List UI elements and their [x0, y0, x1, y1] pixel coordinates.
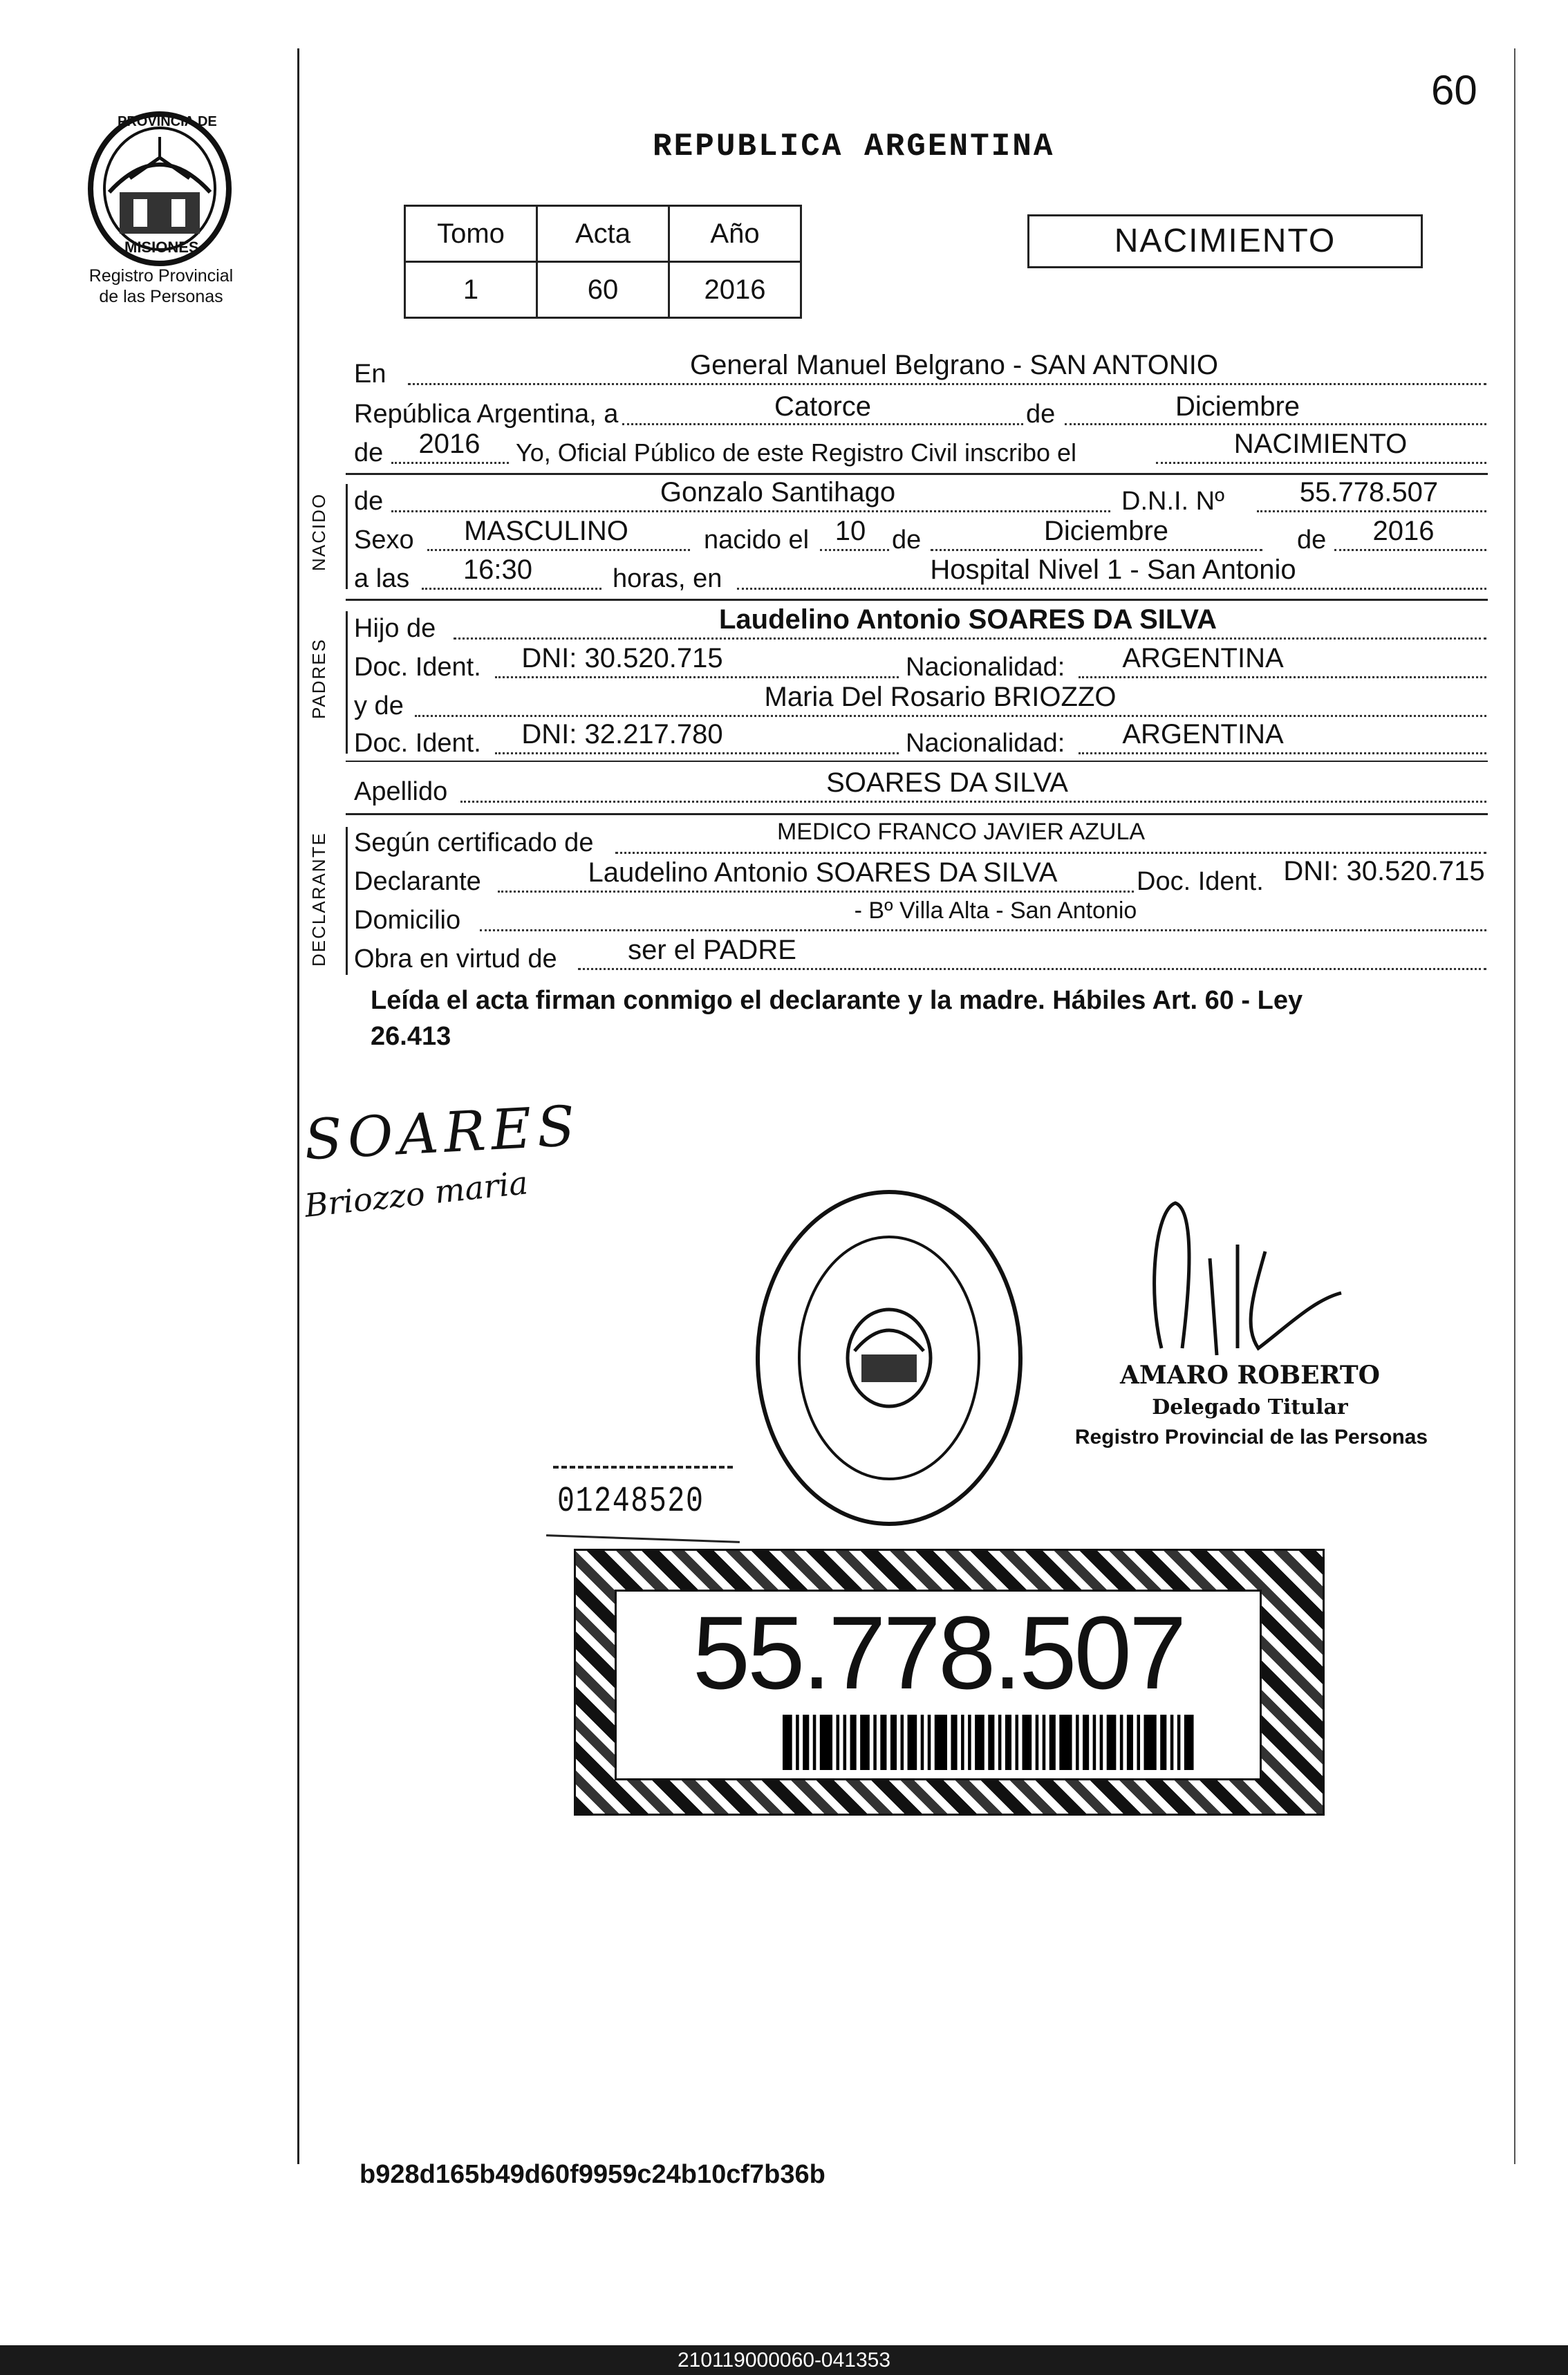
barcode-bar [880, 1715, 886, 1770]
obra-dots [578, 968, 1486, 970]
barcode-bar [813, 1715, 816, 1770]
signature-briozzo: Briozzo maria [303, 1164, 530, 1224]
mes-dots [1065, 423, 1486, 425]
barcode-bar [1137, 1715, 1140, 1770]
barcode-bar [998, 1715, 1002, 1770]
en-dots [408, 383, 1486, 385]
en-label: En [354, 360, 386, 389]
id-band [574, 1549, 1325, 1816]
nacido-bracket [346, 484, 348, 589]
barcode-bar [1093, 1715, 1096, 1770]
madre-nac-value: ARGENTINA [1122, 719, 1284, 749]
closing-text: Leída el acta firman conmigo el declarante y la madre. Hábiles Art. 60 - Ley [371, 986, 1303, 1015]
nacido-anio-value: 2016 [1372, 516, 1435, 546]
padres-bracket [346, 611, 348, 754]
yde-label: y de [354, 691, 404, 720]
barcode-bar [873, 1715, 877, 1770]
madre-dots [415, 715, 1486, 717]
apellido-value: SOARES DA SILVA [826, 767, 1068, 798]
barcode-bar [1049, 1715, 1056, 1770]
hora-label: a las [354, 564, 410, 593]
padre-nac-dots [1079, 676, 1486, 678]
nacido-divider [346, 599, 1488, 601]
nombre-label: de [354, 487, 384, 516]
document-title: REPUBLICA ARGENTINA [653, 129, 1055, 165]
padre-doc-dots [495, 676, 899, 678]
intro-divider [346, 473, 1488, 475]
barcode-icon [783, 1715, 1197, 1770]
obra-label: Obra en virtud de [354, 944, 557, 974]
barcode-bar [843, 1715, 847, 1770]
serial-stamp-top-line [553, 1466, 733, 1469]
nacido-dia-value: 10 [834, 516, 866, 546]
id-band-inner [615, 1590, 1262, 1780]
barcode-bar [1023, 1715, 1032, 1770]
declarante-label: Declarante [354, 867, 481, 896]
acta-header-acta: Acta [537, 206, 669, 262]
barcode-bar [951, 1715, 957, 1770]
barcode-bar [1127, 1715, 1133, 1770]
republica-label: República Argentina, a [354, 400, 619, 429]
domicilio-value: - Bº Villa Alta - San Antonio [854, 897, 1137, 924]
certificado-label: Según certificado de [354, 828, 594, 857]
acta-table-header-row [405, 206, 801, 262]
right-margin-line [1514, 48, 1515, 2164]
barcode-bar [1184, 1715, 1194, 1770]
declarante-doc-label: Doc. Ident. [1137, 867, 1264, 896]
oficial-text: Yo, Oficial Público de este Registro Civil inscribo el [516, 438, 1077, 467]
mes-value: Diciembre [1175, 391, 1300, 422]
declarante-bracket [346, 827, 348, 975]
barcode-bar [803, 1715, 809, 1770]
anio-dots [391, 462, 509, 464]
signature-soares: SOARES [302, 1093, 582, 1173]
sexo-value: MASCULINO [464, 516, 628, 546]
dni-dots [1257, 510, 1486, 512]
nacido-anio-dots [1334, 549, 1486, 551]
nacido-mes-dots [931, 549, 1262, 551]
barcode-bar [901, 1715, 904, 1770]
nacido-de-2: de [1297, 525, 1327, 555]
anio-value: 2016 [418, 429, 480, 459]
barcode-bar [796, 1715, 799, 1770]
madre-doc-dots [495, 752, 899, 754]
barcode-bar [850, 1715, 857, 1770]
nacido-de-1: de [892, 525, 922, 555]
serial-stamp: 01248520 [557, 1481, 704, 1522]
padres-section-label: PADRES [308, 638, 329, 719]
lugar-dots [737, 588, 1486, 590]
barcode-bar [1043, 1715, 1046, 1770]
nombre-dots-line [391, 510, 1110, 512]
dni-value: 55.778.507 [1299, 477, 1439, 507]
official-registry: Registro Provincial de las Personas [1074, 1426, 1428, 1449]
registry-line-1: Registro Provincial [88, 266, 234, 286]
barcode-bar [988, 1715, 994, 1770]
obra-value: ser el PADRE [628, 935, 796, 965]
nombre-value: Gonzalo Santihago [660, 477, 896, 507]
sexo-label: Sexo [354, 525, 414, 555]
sexo-dots-line [427, 549, 690, 551]
barcode-bar [1015, 1715, 1018, 1770]
nacido-dia-dots [820, 549, 889, 551]
barcode-bar [928, 1715, 931, 1770]
domicilio-dots [480, 929, 1486, 931]
barcode-bar [961, 1715, 964, 1770]
barcode-bar [921, 1715, 924, 1770]
barcode-bar [860, 1715, 870, 1770]
apellido-divider [346, 813, 1488, 815]
dia-value: Catorce [774, 391, 872, 422]
inscribe-value: NACIMIENTO [1233, 429, 1408, 459]
madre-nac-dots [1079, 752, 1486, 754]
official-role: Delegado Titular [1152, 1395, 1348, 1419]
official-signature-icon [1134, 1189, 1355, 1369]
serial-stamp-underline [546, 1534, 740, 1543]
hijo-label: Hijo de [354, 614, 436, 643]
barcode-bar [968, 1715, 971, 1770]
declarante-doc-value: DNI: 30.520.715 [1283, 856, 1485, 886]
acta-value-anio: 2016 [669, 262, 801, 318]
padre-nac-label: Nacionalidad: [906, 653, 1065, 682]
madre-value: Maria Del Rosario BRIOZZO [764, 682, 1117, 712]
barcode-bar [975, 1715, 984, 1770]
barcode-bar [820, 1715, 832, 1770]
barcode-bar [935, 1715, 947, 1770]
barcode-bar [1144, 1715, 1156, 1770]
madre-doc-value: DNI: 32.217.780 [521, 719, 723, 749]
barcode-bar [1177, 1715, 1181, 1770]
padre-value: Laudelino Antonio SOARES DA SILVA [719, 604, 1217, 635]
nacido-section-label: NACIDO [308, 492, 329, 571]
acta-table-value-row [405, 262, 801, 318]
acta-header-anio: Año [669, 206, 801, 262]
hora-value: 16:30 [463, 555, 533, 585]
acta-value-tomo: 1 [405, 262, 537, 318]
document-hash: b928d165b49d60f9959c24b10cf7b36b [360, 2160, 825, 2189]
padres-divider [346, 761, 1488, 762]
official-name: AMARO ROBERTO [1119, 1361, 1381, 1390]
declarante-dots [498, 891, 1134, 893]
acta-table [404, 205, 802, 319]
barcode-bar [1005, 1715, 1011, 1770]
horas-label: horas, en [613, 564, 722, 593]
barcode-bar [837, 1715, 840, 1770]
inscribe-dots [1156, 462, 1486, 464]
barcode-bar [1083, 1715, 1089, 1770]
lugar-value: Hospital Nivel 1 - San Antonio [930, 555, 1296, 585]
acta-header-tomo: Tomo [405, 206, 537, 262]
acta-value-acta: 60 [537, 262, 669, 318]
page-number: 60 [1431, 67, 1477, 113]
declarante-section-label: DECLARANTE [308, 832, 329, 967]
barcode-bar [1100, 1715, 1103, 1770]
nacido-mes-value: Diciembre [1043, 516, 1169, 546]
en-value: General Manuel Belgrano - SAN ANTONIO [689, 350, 1219, 380]
padre-doc-value: DNI: 30.520.715 [521, 643, 723, 673]
anio-label: de [354, 438, 384, 467]
official-stamp-icon [751, 1185, 1027, 1531]
barcode-bar [1059, 1715, 1072, 1770]
seal-ring-top: PROVINCIA DE [118, 114, 217, 129]
padre-doc-label: Doc. Ident. [354, 653, 481, 682]
barcode-bar [1120, 1715, 1123, 1770]
barcode-bar [1170, 1715, 1174, 1770]
hora-dots [422, 588, 601, 590]
dia-dots [622, 423, 1023, 425]
barcode-bar [1160, 1715, 1166, 1770]
barcode-bar [1107, 1715, 1117, 1770]
padre-dots [454, 637, 1486, 640]
barcode-bar [1076, 1715, 1079, 1770]
apellido-dots [460, 801, 1486, 803]
seal-ring-bottom: MISIONES [124, 239, 199, 256]
certificado-value: MEDICO FRANCO JAVIER AZULA [776, 819, 1146, 845]
barcode-bar [783, 1715, 792, 1770]
barcode-bar [908, 1715, 917, 1770]
domicilio-label: Domicilio [354, 906, 461, 935]
de-label: de [1026, 400, 1056, 429]
registry-name [76, 266, 246, 307]
certificado-dots [615, 852, 1486, 854]
left-margin-line [297, 48, 299, 2164]
dni-label: D.N.I. Nº [1121, 487, 1224, 516]
barcode-bar [890, 1715, 897, 1770]
id-band-number: 55.778.507 [692, 1594, 1184, 1711]
madre-doc-label: Doc. Ident. [354, 729, 481, 758]
registry-line-2: de las Personas [99, 287, 223, 306]
closing-text-2: 26.413 [371, 1022, 451, 1051]
nacido-label: nacido el [704, 525, 810, 555]
declarante-value: Laudelino Antonio SOARES DA SILVA [588, 857, 1058, 888]
record-type-box: NACIMIENTO [1027, 214, 1423, 268]
apellido-label: Apellido [354, 777, 448, 806]
padre-nac-value: ARGENTINA [1122, 643, 1284, 673]
footer-code: 210119000060-041353 [0, 2345, 1568, 2375]
madre-nac-label: Nacionalidad: [906, 729, 1065, 758]
barcode-bar [1036, 1715, 1039, 1770]
